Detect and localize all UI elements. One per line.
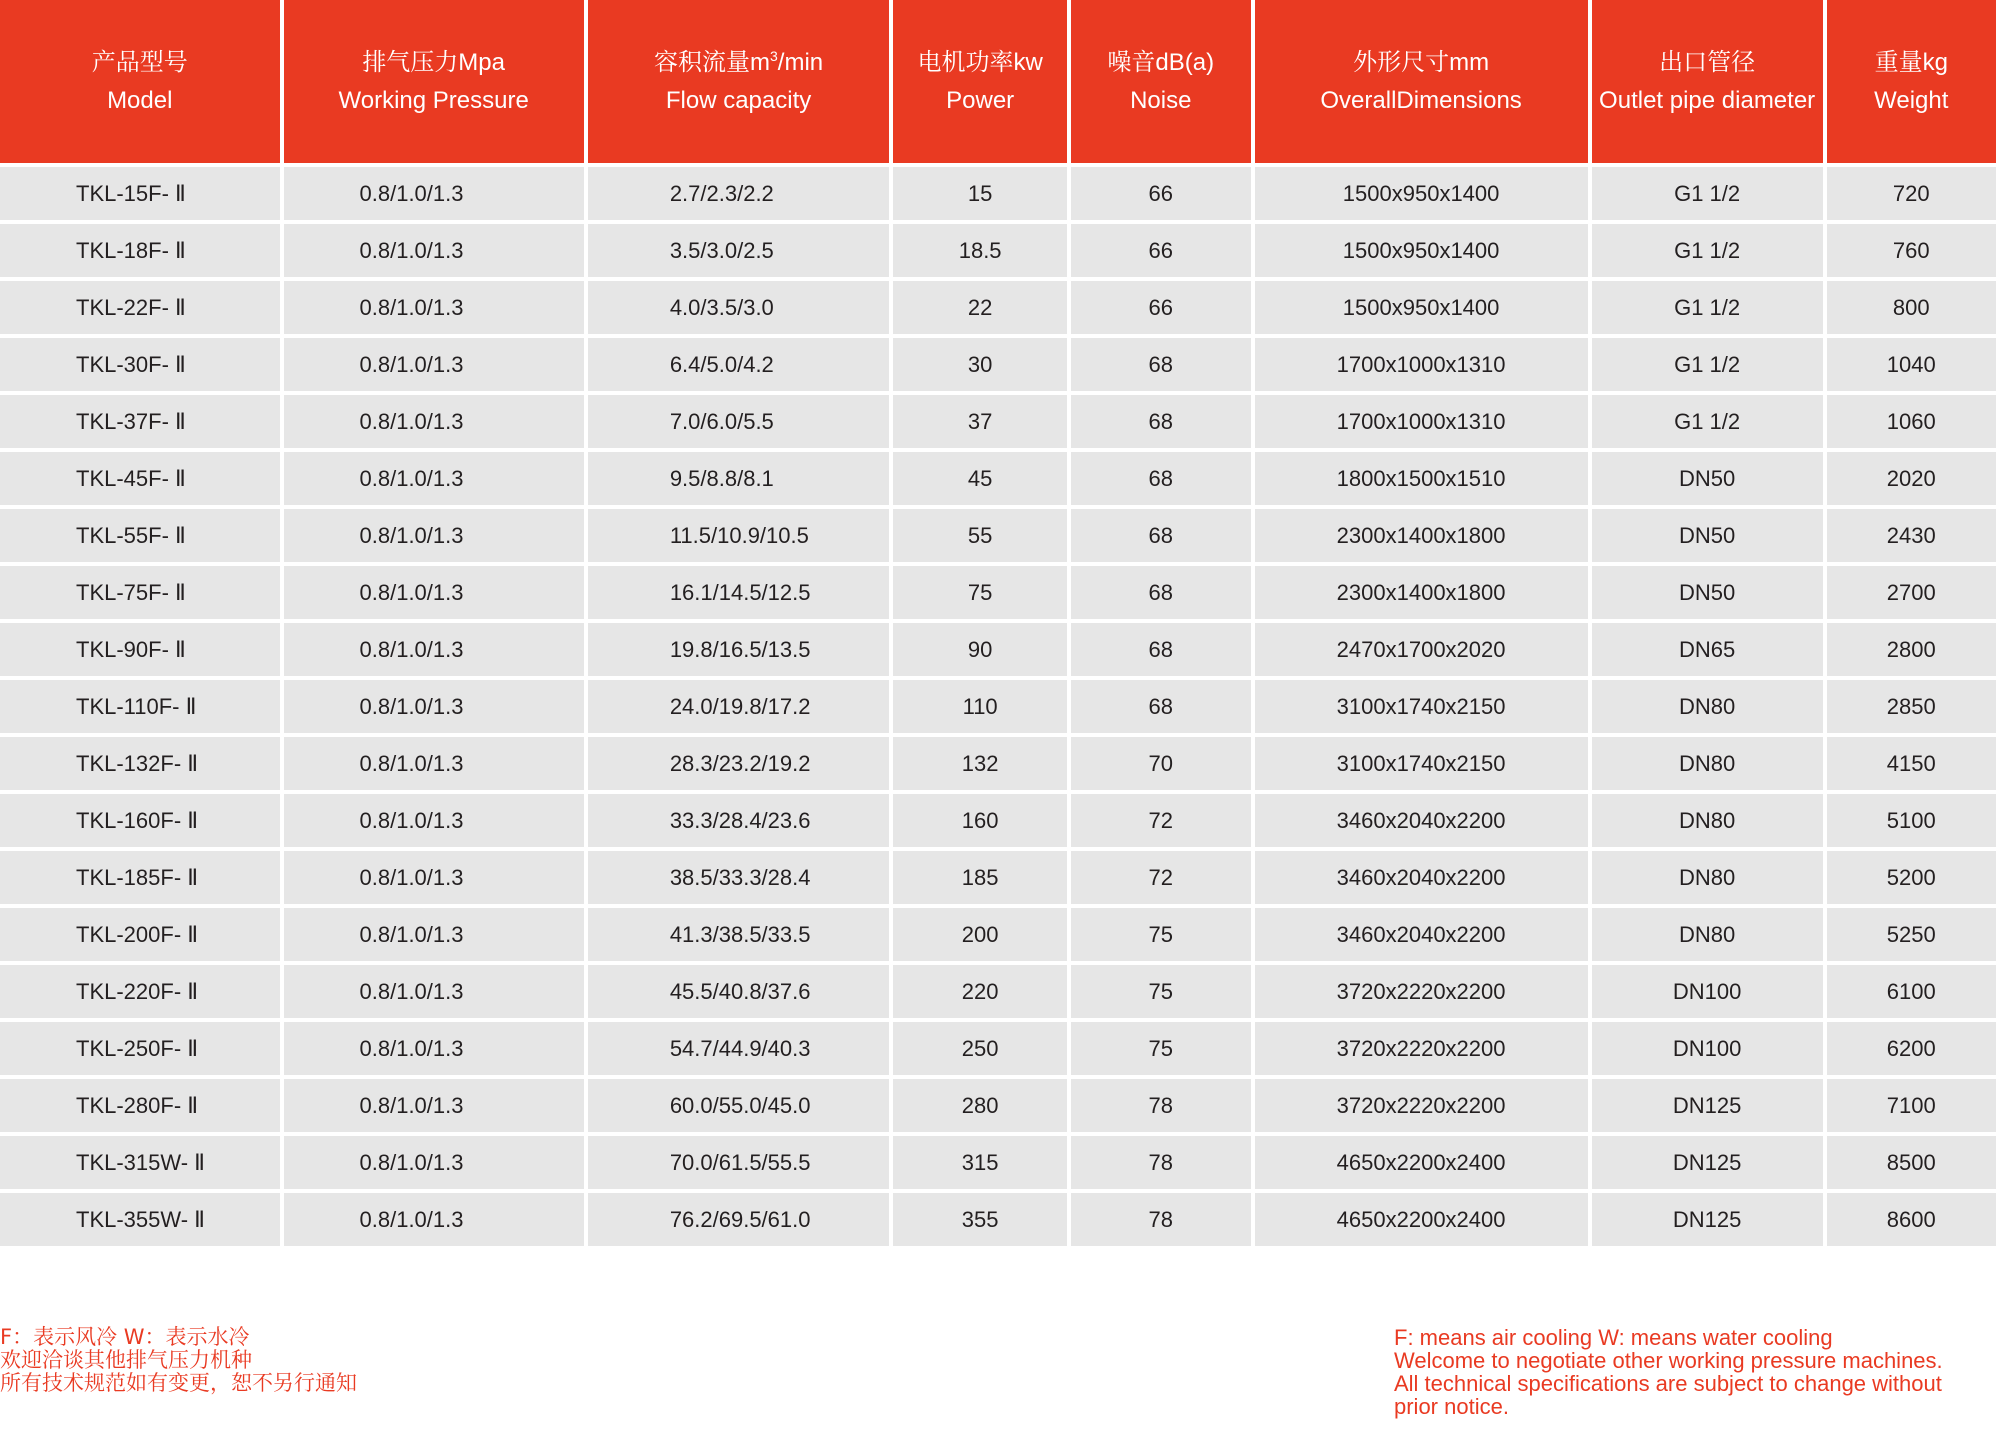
cell-power: 220 bbox=[893, 965, 1067, 1018]
cell-flow: 9.5/8.8/8.1 bbox=[588, 452, 889, 505]
cell-model: TKL-30F- Ⅱ bbox=[0, 338, 280, 391]
cell-flow: 2.7/2.3/2.2 bbox=[588, 167, 889, 220]
cell-power: 75 bbox=[893, 566, 1067, 619]
cell-weight: 2020 bbox=[1827, 452, 1996, 505]
header-dimensions-en: OverallDimensions bbox=[1320, 86, 1522, 114]
cell-outlet: G1 1/2 bbox=[1592, 338, 1823, 391]
cell-outlet: DN80 bbox=[1592, 851, 1823, 904]
cell-dimensions: 2300x1400x1800 bbox=[1255, 566, 1588, 619]
table-row bbox=[0, 1193, 1996, 1246]
cell-dimensions: 3720x2220x2200 bbox=[1255, 965, 1588, 1018]
cell-outlet: DN125 bbox=[1592, 1136, 1823, 1189]
table-row bbox=[0, 1022, 1996, 1075]
cell-outlet: DN50 bbox=[1592, 509, 1823, 562]
cell-weight: 2700 bbox=[1827, 566, 1996, 619]
cell-pressure: 0.8/1.0/1.3 bbox=[284, 1193, 584, 1246]
table-row bbox=[0, 395, 1996, 448]
cell-power: 55 bbox=[893, 509, 1067, 562]
cell-dimensions: 4650x2200x2400 bbox=[1255, 1193, 1588, 1246]
cell-noise: 75 bbox=[1071, 965, 1251, 1018]
cell-pressure: 0.8/1.0/1.3 bbox=[284, 338, 584, 391]
table-row bbox=[0, 737, 1996, 790]
cell-noise: 66 bbox=[1071, 224, 1251, 277]
cell-dimensions: 1500x950x1400 bbox=[1255, 281, 1588, 334]
cell-weight: 1040 bbox=[1827, 338, 1996, 391]
cell-noise: 78 bbox=[1071, 1079, 1251, 1132]
cell-weight: 5100 bbox=[1827, 794, 1996, 847]
cell-flow: 3.5/3.0/2.5 bbox=[588, 224, 889, 277]
header-power-cn: 电机功率kw bbox=[917, 48, 1043, 76]
cell-power: 315 bbox=[893, 1136, 1067, 1189]
cell-weight: 760 bbox=[1827, 224, 1996, 277]
cell-noise: 68 bbox=[1071, 338, 1251, 391]
cell-dimensions: 2300x1400x1800 bbox=[1255, 509, 1588, 562]
cell-pressure: 0.8/1.0/1.3 bbox=[284, 509, 584, 562]
table-row bbox=[0, 509, 1996, 562]
cell-power: 185 bbox=[893, 851, 1067, 904]
cell-power: 90 bbox=[893, 623, 1067, 676]
table-row bbox=[0, 452, 1996, 505]
notes-english bbox=[1394, 1326, 1994, 1418]
cell-noise: 72 bbox=[1071, 851, 1251, 904]
cell-dimensions: 1700x1000x1310 bbox=[1255, 395, 1588, 448]
cell-flow: 7.0/6.0/5.5 bbox=[588, 395, 889, 448]
table-row bbox=[0, 623, 1996, 676]
cell-dimensions: 1800x1500x1510 bbox=[1255, 452, 1588, 505]
header-flow bbox=[588, 0, 889, 163]
header-flow-cn-sup: 3 bbox=[769, 47, 778, 64]
header-pressure bbox=[284, 0, 584, 163]
cell-model: TKL-280F- Ⅱ bbox=[0, 1079, 280, 1132]
cell-pressure: 0.8/1.0/1.3 bbox=[284, 224, 584, 277]
cell-pressure: 0.8/1.0/1.3 bbox=[284, 395, 584, 448]
table-row bbox=[0, 224, 1996, 277]
cell-flow: 38.5/33.3/28.4 bbox=[588, 851, 889, 904]
header-pressure-cn: 排气压力Mpa bbox=[362, 48, 505, 76]
cell-flow: 16.1/14.5/12.5 bbox=[588, 566, 889, 619]
cell-model: TKL-37F- Ⅱ bbox=[0, 395, 280, 448]
header-flow-cn-tail: /min bbox=[777, 48, 824, 76]
table-row bbox=[0, 281, 1996, 334]
cell-pressure: 0.8/1.0/1.3 bbox=[284, 680, 584, 733]
cell-pressure: 0.8/1.0/1.3 bbox=[284, 1079, 584, 1132]
cell-dimensions: 1700x1000x1310 bbox=[1255, 338, 1588, 391]
cell-noise: 68 bbox=[1071, 395, 1251, 448]
cell-pressure: 0.8/1.0/1.3 bbox=[284, 737, 584, 790]
cell-weight: 1060 bbox=[1827, 395, 1996, 448]
header-noise bbox=[1071, 0, 1251, 163]
table-header-row bbox=[0, 0, 1996, 163]
cell-outlet: DN80 bbox=[1592, 908, 1823, 961]
cell-flow: 45.5/40.8/37.6 bbox=[588, 965, 889, 1018]
cell-flow: 19.8/16.5/13.5 bbox=[588, 623, 889, 676]
cell-flow: 60.0/55.0/45.0 bbox=[588, 1079, 889, 1132]
cell-pressure: 0.8/1.0/1.3 bbox=[284, 1022, 584, 1075]
cell-pressure: 0.8/1.0/1.3 bbox=[284, 281, 584, 334]
cell-power: 45 bbox=[893, 452, 1067, 505]
cell-noise: 75 bbox=[1071, 1022, 1251, 1075]
cell-weight: 2800 bbox=[1827, 623, 1996, 676]
cell-flow: 6.4/5.0/4.2 bbox=[588, 338, 889, 391]
cell-weight: 5200 bbox=[1827, 851, 1996, 904]
cell-outlet: DN80 bbox=[1592, 794, 1823, 847]
cell-outlet: DN80 bbox=[1592, 680, 1823, 733]
cell-noise: 68 bbox=[1071, 452, 1251, 505]
cell-power: 110 bbox=[893, 680, 1067, 733]
table-row bbox=[0, 566, 1996, 619]
header-weight-cn: 重量kg bbox=[1874, 48, 1948, 76]
cell-dimensions: 3100x1740x2150 bbox=[1255, 680, 1588, 733]
header-pressure-en: Working Pressure bbox=[338, 86, 529, 114]
header-power bbox=[893, 0, 1067, 163]
header-flow-cn: 容积流量m bbox=[653, 48, 770, 76]
cell-noise: 78 bbox=[1071, 1193, 1251, 1246]
cell-model: TKL-220F- Ⅱ bbox=[0, 965, 280, 1018]
cell-power: 250 bbox=[893, 1022, 1067, 1075]
cell-outlet: G1 1/2 bbox=[1592, 395, 1823, 448]
cell-dimensions: 1500x950x1400 bbox=[1255, 167, 1588, 220]
header-power-en: Power bbox=[946, 86, 1015, 114]
cell-flow: 54.7/44.9/40.3 bbox=[588, 1022, 889, 1075]
cell-model: TKL-15F- Ⅱ bbox=[0, 167, 280, 220]
cell-flow: 4.0/3.5/3.0 bbox=[588, 281, 889, 334]
cell-pressure: 0.8/1.0/1.3 bbox=[284, 623, 584, 676]
cell-weight: 8500 bbox=[1827, 1136, 1996, 1189]
cell-weight: 6100 bbox=[1827, 965, 1996, 1018]
cell-model: TKL-75F- Ⅱ bbox=[0, 566, 280, 619]
cell-power: 22 bbox=[893, 281, 1067, 334]
cell-weight: 5250 bbox=[1827, 908, 1996, 961]
cell-weight: 720 bbox=[1827, 167, 1996, 220]
cell-pressure: 0.8/1.0/1.3 bbox=[284, 167, 584, 220]
cell-flow: 11.5/10.9/10.5 bbox=[588, 509, 889, 562]
cell-noise: 66 bbox=[1071, 281, 1251, 334]
header-outlet-en: Outlet pipe diameter bbox=[1599, 86, 1816, 114]
cell-model: TKL-132F- Ⅱ bbox=[0, 737, 280, 790]
table-row bbox=[0, 1136, 1996, 1189]
cell-dimensions: 2470x1700x2020 bbox=[1255, 623, 1588, 676]
cell-flow: 28.3/23.2/19.2 bbox=[588, 737, 889, 790]
cell-model: TKL-250F- Ⅱ bbox=[0, 1022, 280, 1075]
cell-power: 15 bbox=[893, 167, 1067, 220]
header-weight-en: Weight bbox=[1874, 86, 1949, 114]
cell-weight: 2430 bbox=[1827, 509, 1996, 562]
cell-noise: 78 bbox=[1071, 1136, 1251, 1189]
table-row bbox=[0, 794, 1996, 847]
cell-outlet: G1 1/2 bbox=[1592, 224, 1823, 277]
cell-weight: 4150 bbox=[1827, 737, 1996, 790]
cell-power: 280 bbox=[893, 1079, 1067, 1132]
cell-model: TKL-90F- Ⅱ bbox=[0, 623, 280, 676]
cell-weight: 7100 bbox=[1827, 1079, 1996, 1132]
cell-power: 37 bbox=[893, 395, 1067, 448]
cell-power: 30 bbox=[893, 338, 1067, 391]
cell-outlet: DN100 bbox=[1592, 1022, 1823, 1075]
header-noise-en: Noise bbox=[1130, 86, 1192, 114]
cell-pressure: 0.8/1.0/1.3 bbox=[284, 851, 584, 904]
note-en-line: Welcome to negotiate other working pressure machines. bbox=[1394, 1348, 1943, 1373]
cell-pressure: 0.8/1.0/1.3 bbox=[284, 452, 584, 505]
table-body bbox=[0, 167, 1996, 1246]
header-outlet bbox=[1592, 0, 1823, 163]
note-cn-line: F：表示风冷 W：表示水冷 bbox=[0, 1325, 250, 1349]
table-row bbox=[0, 851, 1996, 904]
cell-power: 200 bbox=[893, 908, 1067, 961]
header-model bbox=[0, 0, 280, 163]
cell-dimensions: 3100x1740x2150 bbox=[1255, 737, 1588, 790]
cell-weight: 800 bbox=[1827, 281, 1996, 334]
cell-outlet: DN50 bbox=[1592, 566, 1823, 619]
cell-outlet: DN50 bbox=[1592, 452, 1823, 505]
cell-noise: 70 bbox=[1071, 737, 1251, 790]
cell-flow: 76.2/69.5/61.0 bbox=[588, 1193, 889, 1246]
cell-outlet: DN80 bbox=[1592, 737, 1823, 790]
table-row bbox=[0, 965, 1996, 1018]
note-en-line: All technical specifications are subject to change without bbox=[1394, 1371, 1942, 1396]
cell-dimensions: 3460x2040x2200 bbox=[1255, 794, 1588, 847]
cell-flow: 41.3/38.5/33.5 bbox=[588, 908, 889, 961]
cell-power: 160 bbox=[893, 794, 1067, 847]
cell-flow: 24.0/19.8/17.2 bbox=[588, 680, 889, 733]
header-dimensions-cn: 外形尺寸mm bbox=[1353, 48, 1490, 76]
table-row bbox=[0, 680, 1996, 733]
header-model-en: Model bbox=[107, 86, 173, 114]
cell-model: TKL-315W- Ⅱ bbox=[0, 1136, 280, 1189]
cell-outlet: DN65 bbox=[1592, 623, 1823, 676]
notes-chinese bbox=[0, 1326, 357, 1395]
cell-flow: 33.3/28.4/23.6 bbox=[588, 794, 889, 847]
table-row bbox=[0, 1079, 1996, 1132]
cell-noise: 72 bbox=[1071, 794, 1251, 847]
cell-weight: 6200 bbox=[1827, 1022, 1996, 1075]
cell-pressure: 0.8/1.0/1.3 bbox=[284, 566, 584, 619]
cell-outlet: G1 1/2 bbox=[1592, 167, 1823, 220]
note-cn-line: 所有技术规范如有变更，恕不另行通知 bbox=[0, 1371, 357, 1395]
cell-power: 132 bbox=[893, 737, 1067, 790]
cell-outlet: DN125 bbox=[1592, 1079, 1823, 1132]
header-outlet-cn: 出口管径 bbox=[1659, 48, 1756, 76]
cell-pressure: 0.8/1.0/1.3 bbox=[284, 908, 584, 961]
cell-flow: 70.0/61.5/55.5 bbox=[588, 1136, 889, 1189]
cell-noise: 68 bbox=[1071, 509, 1251, 562]
cell-noise: 68 bbox=[1071, 623, 1251, 676]
cell-power: 18.5 bbox=[893, 224, 1067, 277]
cell-model: TKL-18F- Ⅱ bbox=[0, 224, 280, 277]
cell-weight: 8600 bbox=[1827, 1193, 1996, 1246]
cell-model: TKL-160F- Ⅱ bbox=[0, 794, 280, 847]
header-weight bbox=[1827, 0, 1996, 163]
cell-pressure: 0.8/1.0/1.3 bbox=[284, 794, 584, 847]
note-en-line: prior notice. bbox=[1394, 1394, 1509, 1419]
cell-outlet: DN100 bbox=[1592, 965, 1823, 1018]
cell-model: TKL-55F- Ⅱ bbox=[0, 509, 280, 562]
table-row bbox=[0, 338, 1996, 391]
cell-model: TKL-200F- Ⅱ bbox=[0, 908, 280, 961]
note-en-line: F: means air cooling W: means water cooling bbox=[1394, 1325, 1833, 1350]
table-row bbox=[0, 908, 1996, 961]
cell-dimensions: 1500x950x1400 bbox=[1255, 224, 1588, 277]
header-dimensions bbox=[1255, 0, 1588, 163]
cell-outlet: G1 1/2 bbox=[1592, 281, 1823, 334]
cell-dimensions: 4650x2200x2400 bbox=[1255, 1136, 1588, 1189]
cell-dimensions: 3720x2220x2200 bbox=[1255, 1022, 1588, 1075]
cell-pressure: 0.8/1.0/1.3 bbox=[284, 1136, 584, 1189]
cell-model: TKL-185F- Ⅱ bbox=[0, 851, 280, 904]
header-flow-cn-line bbox=[588, 44, 889, 82]
cell-power: 355 bbox=[893, 1193, 1067, 1246]
cell-dimensions: 3460x2040x2200 bbox=[1255, 908, 1588, 961]
header-flow-en: Flow capacity bbox=[665, 86, 812, 114]
header-noise-cn: 噪音dB(a) bbox=[1107, 48, 1215, 76]
header-model-cn: 产品型号 bbox=[91, 48, 188, 76]
cell-noise: 66 bbox=[1071, 167, 1251, 220]
cell-weight: 2850 bbox=[1827, 680, 1996, 733]
cell-dimensions: 3720x2220x2200 bbox=[1255, 1079, 1588, 1132]
cell-model: TKL-45F- Ⅱ bbox=[0, 452, 280, 505]
cell-model: TKL-22F- Ⅱ bbox=[0, 281, 280, 334]
cell-model: TKL-110F- Ⅱ bbox=[0, 680, 280, 733]
cell-pressure: 0.8/1.0/1.3 bbox=[284, 965, 584, 1018]
cell-outlet: DN125 bbox=[1592, 1193, 1823, 1246]
cell-model: TKL-355W- Ⅱ bbox=[0, 1193, 280, 1246]
cell-noise: 68 bbox=[1071, 566, 1251, 619]
note-cn-line: 欢迎洽谈其他排气压力机种 bbox=[0, 1348, 252, 1372]
cell-noise: 68 bbox=[1071, 680, 1251, 733]
cell-noise: 75 bbox=[1071, 908, 1251, 961]
table-row bbox=[0, 167, 1996, 220]
cell-dimensions: 3460x2040x2200 bbox=[1255, 851, 1588, 904]
